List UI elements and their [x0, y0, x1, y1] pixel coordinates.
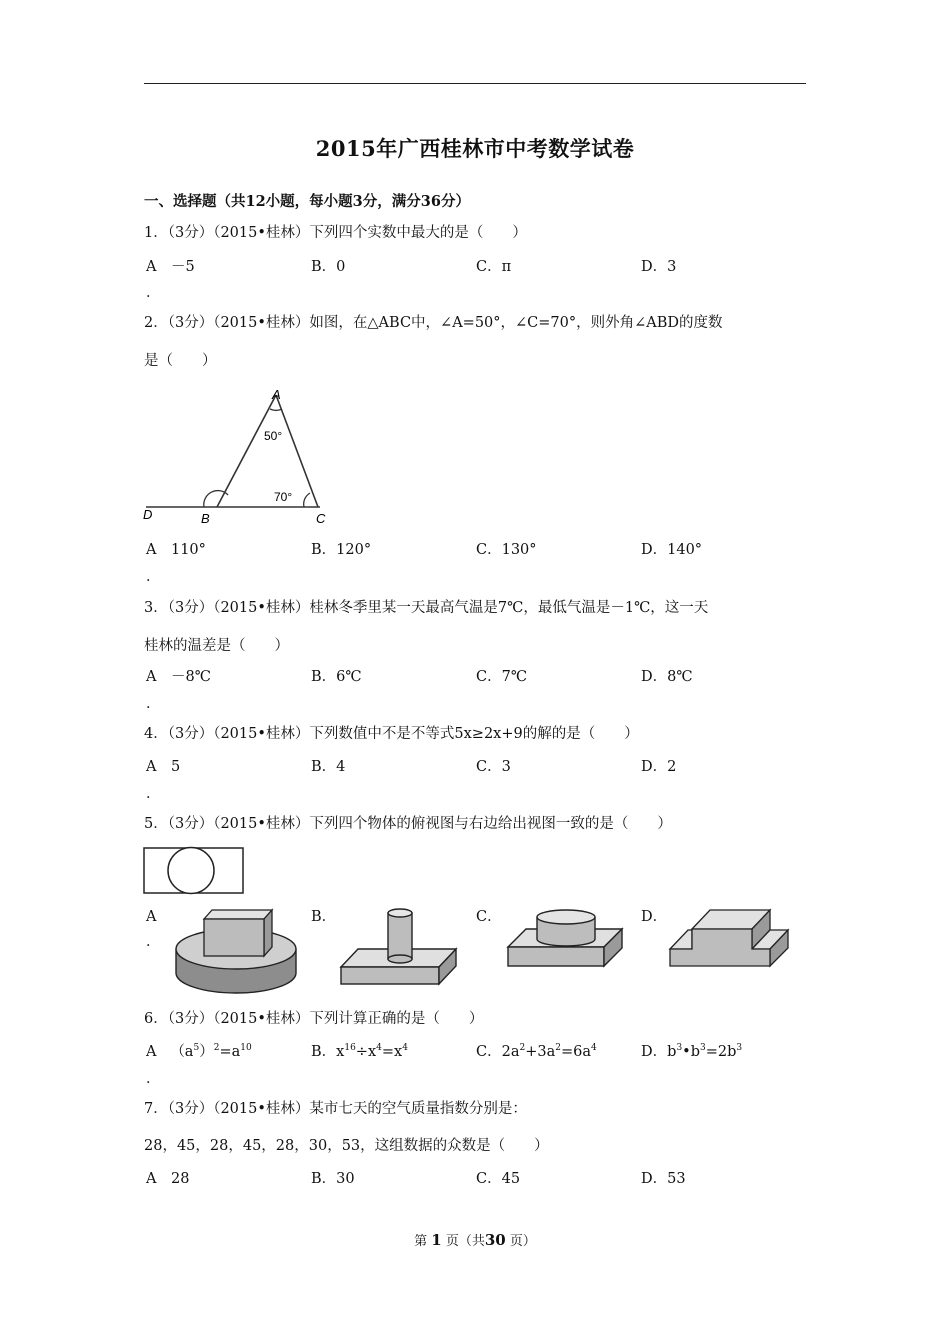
vertex-c-label: C: [316, 511, 326, 526]
q5-option-a: A: [146, 909, 157, 925]
q6-option-b: B．$x^{16}\div x^4=x^4$: [311, 1043, 408, 1060]
option-c-solid-figure: [506, 905, 624, 969]
angle-c-label: 70°: [274, 490, 293, 504]
question-7-stem-line2: 28，45，28，45，28，30，53，这组数据的众数是（ ）: [144, 1138, 549, 1154]
q1-option-c: C．π: [476, 259, 512, 275]
q3-option-b: B．6℃: [311, 669, 362, 685]
q4-option-c: C．3: [476, 759, 511, 775]
q2-option-b: B．120°: [311, 542, 372, 558]
question-5-stem: 5．（3分）（2015•桂林）下列四个物体的俯视图与右边给出视图一致的是（ ）: [144, 816, 672, 832]
q4-dot: ．: [146, 786, 161, 802]
q7-option-c: C．45: [476, 1171, 521, 1187]
vertex-a-label: A: [272, 387, 281, 402]
page-title: 2015年广西桂林市中考数学试卷: [315, 136, 635, 161]
q2-option-c: C．130°: [476, 542, 537, 558]
vertex-b-label: B: [201, 511, 210, 526]
question-3-stem-line2: 桂林的温差是（ ）: [144, 638, 289, 654]
header-rule: [144, 83, 806, 84]
option-b-solid-figure: [338, 905, 460, 987]
q4-option-b: B．4: [311, 759, 346, 775]
q6-option-d: D．$b^3•b^3=2b^3$: [641, 1043, 743, 1060]
q1-option-d: D．3: [641, 259, 677, 275]
q5-dot: ．: [146, 934, 161, 950]
question-6-stem: 6．（3分）（2015•桂林）下列计算正确的是（ ）: [144, 1011, 484, 1027]
vertex-d-label: D: [143, 507, 153, 522]
q7-option-a: A 28: [146, 1171, 190, 1187]
option-d-solid-figure: [668, 905, 792, 969]
q2-option-a: A 110°: [146, 542, 206, 558]
triangle-figure: [140, 385, 340, 530]
option-a-solid-figure: [174, 905, 299, 997]
section-heading: 一、选择题（共12小题，每小题3分，满分36分）: [144, 193, 470, 210]
question-4-stem: 4．（3分）（2015•桂林）下列数值中不是不等式5x≥2x+9的解的是（ ）: [144, 726, 639, 742]
question-2-stem-line2: 是（ ）: [144, 353, 217, 369]
q2-dot: ．: [146, 569, 161, 585]
q1-dot: ．: [146, 285, 161, 301]
q5-option-b: B．: [311, 909, 337, 925]
q3-option-c: C．7℃: [476, 669, 528, 685]
q7-option-d: D．53: [641, 1171, 686, 1187]
q4-option-d: D．2: [641, 759, 677, 775]
q3-option-a: A －8℃: [146, 669, 211, 685]
page-footer: 第 1 页（共30 页）: [414, 1231, 536, 1249]
q2-option-d: D．140°: [641, 542, 703, 558]
q3-option-d: D．8℃: [641, 669, 693, 685]
angle-a-label: 50°: [264, 429, 283, 443]
q3-dot: ．: [146, 696, 161, 712]
question-7-stem-line1: 7．（3分）（2015•桂林）某市七天的空气质量指数分别是：: [144, 1101, 527, 1117]
top-view-figure: [143, 847, 245, 895]
q5-option-c: C．: [476, 909, 502, 925]
q7-option-b: B．30: [311, 1171, 355, 1187]
q6-dot: ．: [146, 1071, 161, 1087]
q1-option-b: B．0: [311, 259, 346, 275]
q1-option-a: A －5: [146, 259, 195, 275]
q6-option-a: A $(a^5)^2=a^{10}$: [146, 1043, 252, 1060]
q4-option-a: A 5: [146, 759, 181, 775]
question-1-stem: 1．（3分）（2015•桂林）下列四个实数中最大的是（ ）: [144, 225, 527, 241]
q5-option-d: D．: [641, 909, 668, 925]
question-3-stem-line1: 3．（3分）（2015•桂林）桂林冬季里某一天最高气温是7℃，最低气温是－1℃，这一天: [144, 600, 709, 616]
q6-option-c: C．$2a^2+3a^2=6a^4$: [476, 1043, 597, 1060]
question-2-stem-line1: 2．（3分）（2015•桂林）如图，在△ABC中，∠A=50°，∠C=70°，则外角∠ABD的度数: [144, 315, 723, 331]
